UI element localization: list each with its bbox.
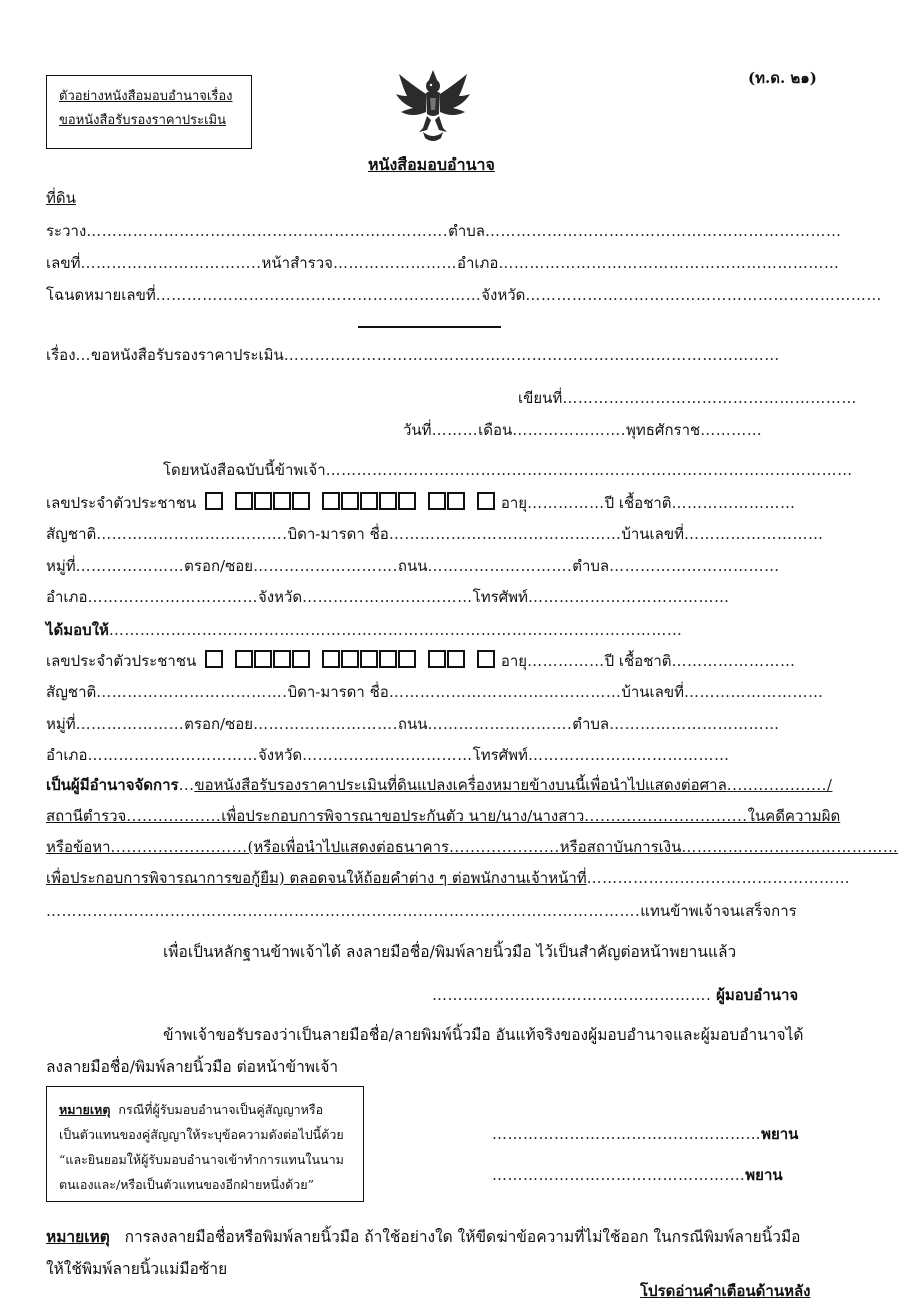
grantor-age-label: อายุ: [500, 494, 528, 512]
khian-ti-row: เขียนที่…………………………………………………: [518, 389, 857, 407]
khian-ti-label: เขียนที่: [518, 389, 563, 407]
grantee-intro-row: ได้มอบให้…………………………………………………………………………………………………: [46, 621, 683, 639]
grantor-id-row: เลขประจำตัวประชาชน อายุ……………ปี เชื้อชาติ……………………: [46, 494, 796, 512]
grantee-row-3: สัญชาติ……………………………….บิดา-มารดา ชื่อ………………………………………บ้านเลขที่………………………: [46, 683, 824, 701]
authority-until-done: แทนข้าพเจ้าจนเสร็จการ: [640, 902, 797, 920]
grantor-race-label: เชื้อชาติ: [618, 494, 672, 512]
authority-offense: ในคดีความผิด: [747, 807, 841, 825]
grantee-id-row: เลขประจำตัวประชาชน อายุ……………ปี เชื้อชาติ……………………: [46, 652, 796, 670]
footer-note-label: หมายเหตุ: [46, 1227, 110, 1246]
grantee-id-boxes[interactable]: [205, 652, 501, 670]
authority-row-2: สถานีตำรวจ..................เพื่อประกอบการพิจารณาขอประกันตัว นาย/นาง/นางสาว...............................ในคดีความผิด: [46, 807, 841, 825]
certify-line-1: ข้าพเจ้าขอรับรองว่าเป็นลายมือชื่อ/ลายพิมพ์นิ้วมือ อันแท้จริงของผู้มอบอำนาจและผู้มอบอำนาจได้: [163, 1026, 804, 1044]
grantee-tambon-label: ตำบล: [572, 715, 610, 733]
grantor-intro: โดยหนังสือฉบับนี้ข้าพเจ้า: [163, 461, 326, 479]
authority-row-3: หรือข้อหา..........................(หรือเพื่อนำไปแสดงต่อธนาคาร.....................หรือสถาบันการเงิน……………………………………: [46, 838, 898, 856]
subject-value: ขอหนังสือรับรองราคาประเมิน: [91, 346, 284, 364]
grantee-parents-label: บิดา-มารดา ชื่อ: [287, 683, 389, 701]
sample-box-line-1: ตัวอย่างหนังสือมอบอำนาจเรื่อง: [59, 89, 233, 104]
land-changwat-label: จังหวัด: [481, 286, 526, 304]
grantor-row-4: หมู่ที่…………………ตรอก/ซอย……………………….ถนน……………………….ตำบล……………………………: [46, 557, 780, 575]
land-row-2: เลขที่……………………………..หน้าสำรวจ……………………อำเภอ…………………………………………………………: [46, 254, 840, 272]
authority-bail: เพื่อประกอบการพิจารณาขอประกันตัว นาย/นาง/นางสาว: [221, 807, 585, 825]
grantee-road-label: ถนน: [397, 715, 428, 733]
grantor-changwat-label: จังหวัด: [257, 588, 303, 606]
grantor-parents-label: บิดา-มารดา ชื่อ: [287, 525, 389, 543]
subject-label: เรื่อง: [46, 346, 76, 364]
lek-ti-label: เลขที่: [46, 254, 81, 272]
authority-police: สถานีตำรวจ: [46, 807, 127, 825]
note-box-line-2: เป็นตัวแทนของคู่สัญญาให้ระบุข้อความดังต่อไปนี้ด้วย: [59, 1127, 344, 1142]
form-code: (ท.ด. ๒๑): [748, 69, 817, 87]
grantor-id-boxes[interactable]: [205, 494, 501, 512]
read-back-warning: โปรดอ่านคำเตือนด้านหลัง: [640, 1282, 811, 1300]
grantee-label: ได้มอบให้: [46, 621, 109, 639]
witness-row-1: ……………………………....……………พยาน: [492, 1125, 799, 1143]
grantor-amphoe-label: อำเภอ: [46, 588, 88, 606]
certify-line-2: ลงลายมือชื่อ/พิมพ์ลายนิ้วมือ ต่อหน้าข้าพเจ้า: [46, 1058, 339, 1076]
grantor-row-3: สัญชาติ……………………………….บิดา-มารดา ชื่อ………………………………………บ้านเลขที่………………………: [46, 525, 824, 543]
land-tambon-label: ตำบล: [448, 222, 485, 240]
evidence-statement: เพื่อเป็นหลักฐานข้าพเจ้าได้ ลงลายมือชื่อ/พิมพ์ลายนิ้วมือ ไว้เป็นสำคัญต่อหน้าพยานแล้ว: [163, 943, 737, 961]
land-row-1: ระวาง…………………………………………………………….ตำบล……………………………………………………………: [46, 222, 842, 240]
grantor-nationality-label: สัญชาติ: [46, 525, 97, 543]
grantor-signature-label: ผู้มอบอำนาจ: [716, 986, 799, 1004]
rawang-label: ระวาง: [46, 222, 87, 240]
chanote-label: โฉนดหมายเลขที่: [46, 286, 156, 304]
grantor-row-5: อำเภอ……………………………จังหวัด……………………………โทรศัพท์…………………………………: [46, 588, 730, 606]
sample-box-line-2: ขอหนังสือรับรองราคาประเมิน: [59, 113, 227, 128]
authority-loan: เพื่อประกอบการพิจารณาการขอกู้ยืม) ตลอดจนให้ถ้อยคำต่าง ๆ ต่อพนักงานเจ้าหน้าที่: [46, 869, 587, 887]
witness-label-2: พยาน: [745, 1166, 783, 1184]
grantee-id-label: เลขประจำตัวประชาชน: [46, 652, 197, 670]
duean-label: เดือน: [478, 421, 513, 439]
grantor-trok-soi-label: ตรอก/ซอย: [184, 557, 254, 575]
grantee-phone-label: โทรศัพท์: [472, 746, 528, 764]
sample-box: [46, 75, 252, 149]
date-row: วันที่………เดือน………………….พุทธศักราช…………: [403, 421, 763, 439]
land-row-3: โฉนดหมายเลขที่………………………………………………………จังหวัด……………………………………………………………: [46, 286, 882, 304]
grantor-house-no-label: บ้านเลขที่: [621, 525, 684, 543]
footer-note-line-2: ให้ใช้พิมพ์ลายนิ้วแม่มือซ้าย: [46, 1260, 228, 1278]
note-box-line-4: ตนเองและ/หรือเป็นตัวแทนของอีกฝ่ายหนึ่งด้วย”: [59, 1177, 315, 1192]
grantee-row-5: อำเภอ……………………………จังหวัด……………………………โทรศัพท์…………………………………: [46, 746, 730, 764]
grantor-id-label: เลขประจำตัวประชาชน: [46, 494, 197, 512]
grantee-nationality-label: สัญชาติ: [46, 683, 97, 701]
footer-note-line-1: การลงลายมือชื่อหรือพิมพ์ลายนิ้วมือ ถ้าใช้อย่างใด ให้ขีดฆ่าข้อความที่ไม่ใช้ออก ในกรณีพิมพ์ลายนิ้วมือ: [124, 1228, 801, 1246]
grantee-changwat-label: จังหวัด: [257, 746, 303, 764]
grantee-trok-soi-label: ตรอก/ซอย: [184, 715, 254, 733]
authority-line-1: ขอหนังสือรับรองราคาประเมินที่ดินแปลงเครื่องหมายข้างบนนี้เพื่อนำไปแสดงต่อศาล: [194, 776, 727, 794]
grantee-row-4: หมู่ที่…………………ตรอก/ซอย……………………….ถนน……………………….ตำบล……………………………: [46, 715, 780, 733]
pho-so-label: พุทธศักราช: [626, 421, 701, 439]
grantor-road-label: ถนน: [397, 557, 428, 575]
grantee-house-no-label: บ้านเลขที่: [621, 683, 684, 701]
note-box: [46, 1086, 364, 1202]
divider: [358, 326, 501, 328]
grantee-year-label: ปี: [604, 652, 615, 670]
note-box-text-1: กรณีที่ผู้รับมอบอำนาจเป็นคู่สัญญาหรือ: [118, 1102, 324, 1117]
grantor-phone-label: โทรศัพท์: [472, 588, 528, 606]
grantor-year-label: ปี: [604, 494, 615, 512]
grantee-race-label: เชื้อชาติ: [618, 652, 672, 670]
land-section-heading: ที่ดิน: [46, 189, 76, 207]
witness-row-2: ……………………………………….…พยาน: [492, 1166, 783, 1184]
grantor-moo-label: หมู่ที่: [46, 557, 76, 575]
authority-charge: หรือข้อหา: [46, 838, 111, 856]
grantee-age-label: อายุ: [500, 652, 528, 670]
authority-row-1: เป็นผู้มีอำนาจจัดการ...ขอหนังสือรับรองราคาประเมินที่ดินแปลงเครื่องหมายข้างบนนี้เพื่อนำไปแสดงต่อศาล.................../: [46, 776, 833, 794]
authority-label: เป็นผู้มีอำนาจจัดการ: [46, 776, 179, 794]
authority-bank: (หรือเพื่อนำไปแสดงต่อธนาคาร: [247, 838, 450, 856]
note-box-line-1: [59, 1097, 344, 1122]
authority-row-5: …………………………………………………………………………………………………….แทนข้าพเจ้าจนเสร็จการ: [46, 902, 797, 920]
na-samruat-label: หน้าสำรวจ: [261, 254, 333, 272]
garuda-emblem-icon: [393, 66, 473, 144]
note-box-label: หมายเหตุ: [59, 1102, 111, 1117]
witness-label-1: พยาน: [761, 1125, 799, 1143]
grantee-amphoe-label: อำเภอ: [46, 746, 88, 764]
land-amphoe-label: อำเภอ: [456, 254, 499, 272]
grantor-signature-row: …………..…………………………………. ผู้มอบอำนาจ: [432, 986, 799, 1004]
authority-row-4: เพื่อประกอบการพิจารณาการขอกู้ยืม) ตลอดจนให้ถ้อยคำต่าง ๆ ต่อพนักงานเจ้าหน้าที่……………………………………………: [46, 869, 851, 887]
note-box-line-3: “และยินยอมให้ผู้รับมอบอำนาจเข้าทำการแทนในนาม: [59, 1152, 344, 1167]
grantor-tambon-label: ตำบล: [572, 557, 610, 575]
wan-ti-label: วันที่: [403, 421, 432, 439]
page-title: หนังสือมอบอำนาจ: [368, 155, 495, 174]
footer-note-row: [46, 1227, 800, 1247]
grantor-intro-row: โดยหนังสือฉบับนี้ข้าพเจ้า…………………………………………………………………………………………: [163, 461, 853, 479]
authority-finance: หรือสถาบันการเงิน: [559, 838, 682, 856]
subject-row: เรื่อง…ขอหนังสือรับรองราคาประเมิน……………………………………………………………………………………: [46, 346, 780, 364]
grantee-moo-label: หมู่ที่: [46, 715, 76, 733]
